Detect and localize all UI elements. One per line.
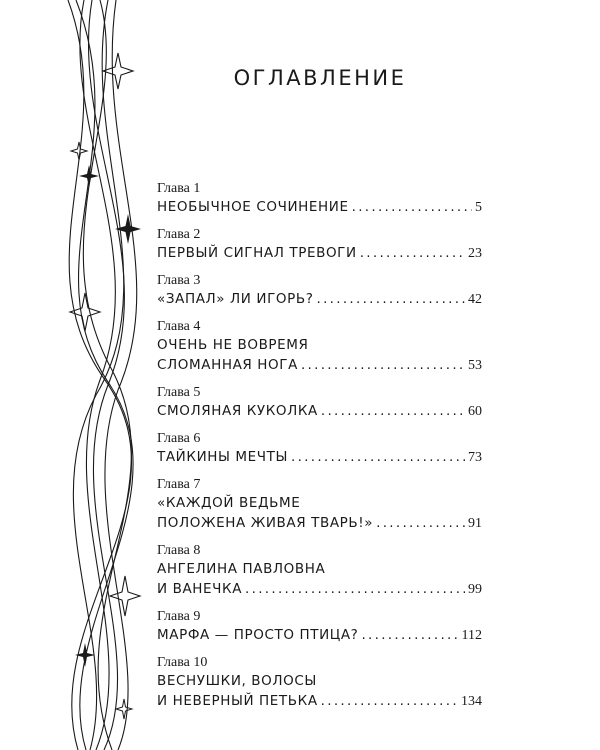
- chapter-title-line: [157, 691, 482, 712]
- chapter-label: Глава 1: [157, 181, 201, 196]
- chapter-title-text: МАРФА — ПРОСТО ПТИЦА?: [157, 627, 359, 643]
- chapter-title-text: И НЕВЕРНЫЙ ПЕТЬКА: [157, 693, 318, 709]
- toc-entry[interactable]: [157, 476, 482, 534]
- chapter-title-line: [157, 513, 482, 534]
- toc-entry[interactable]: [157, 180, 482, 218]
- page-number: 91: [468, 516, 482, 531]
- leader-dots: [376, 513, 465, 533]
- chapter-title-line: [157, 447, 482, 468]
- page-number: 5: [475, 200, 482, 215]
- chapter-label: Глава 2: [157, 227, 201, 242]
- chapter-title-text: ОЧЕНЬ НЕ ВОВРЕМЯ: [157, 337, 309, 353]
- leader-dots: [245, 579, 465, 599]
- chapter-title-text: СЛОМАННАЯ НОГА: [157, 357, 298, 373]
- chapter-label: Глава 6: [157, 431, 201, 446]
- toc-entry[interactable]: [157, 608, 482, 646]
- chapter-title-text: ПЕРВЫЙ СИГНАЛ ТРЕВОГИ: [157, 245, 357, 261]
- table-of-contents: [157, 180, 482, 720]
- chapter-label: Глава 7: [157, 477, 201, 492]
- toc-entry[interactable]: [157, 318, 482, 376]
- page-title: ОГЛАВЛЕНИЕ: [233, 66, 407, 90]
- leader-dots: [361, 625, 458, 645]
- chapter-title-line: [157, 625, 482, 646]
- leader-dots: [352, 197, 472, 217]
- leader-dots: [321, 401, 465, 421]
- chapter-label: Глава 5: [157, 385, 201, 400]
- chapter-label: Глава 4: [157, 319, 201, 334]
- page-number: 112: [461, 628, 482, 643]
- chapter-title-text: ТАЙКИНЫ МЕЧТЫ: [157, 449, 289, 465]
- chapter-title-line: [157, 579, 482, 600]
- leader-dots: [321, 691, 458, 711]
- page-number: 134: [461, 694, 482, 709]
- chapter-title-line: [157, 401, 482, 422]
- toc-entry[interactable]: [157, 430, 482, 468]
- leader-dots: [301, 355, 465, 375]
- chapter-title-line: [157, 243, 482, 264]
- wavy-lines: [68, 0, 137, 750]
- chapter-title-text: ПОЛОЖЕНА ЖИВАЯ ТВАРЬ!»: [157, 515, 374, 531]
- sparkle-star-icon: [103, 53, 133, 89]
- sparkle-star-icon: [79, 165, 99, 187]
- sparkle-star-icon: [116, 699, 132, 719]
- chapter-label: Глава 10: [157, 655, 208, 670]
- page-number: 99: [468, 582, 482, 597]
- page-number: 23: [468, 246, 482, 261]
- leader-dots: [317, 289, 465, 309]
- stars: [70, 53, 141, 719]
- page-number: 73: [468, 450, 482, 465]
- chapter-title-text: АНГЕЛИНА ПАВЛОВНА: [157, 561, 326, 577]
- chapter-title-line: [157, 197, 482, 218]
- chapter-label: Глава 3: [157, 273, 201, 288]
- leader-dots: [291, 447, 465, 467]
- chapter-title-line: [157, 289, 482, 310]
- sparkle-star-icon: [110, 576, 140, 616]
- sparkle-star-icon: [75, 643, 95, 667]
- page-number: 42: [468, 292, 482, 307]
- chapter-title-line: [157, 355, 482, 376]
- chapter-title-text: И ВАНЕЧКА: [157, 581, 243, 597]
- chapter-title-text: «КАЖДОЙ ВЕДЬМЕ: [157, 495, 301, 511]
- toc-entry[interactable]: [157, 384, 482, 422]
- page-number: 60: [468, 404, 482, 419]
- toc-entry[interactable]: [157, 226, 482, 264]
- page-number: 53: [468, 358, 482, 373]
- toc-entry[interactable]: [157, 542, 482, 600]
- chapter-label: Глава 9: [157, 609, 201, 624]
- toc-entry[interactable]: [157, 272, 482, 310]
- leader-dots: [360, 243, 465, 263]
- chapter-title-text: НЕОБЫЧНОЕ СОЧИНЕНИЕ: [157, 199, 349, 215]
- chapter-title-text: СМОЛЯНАЯ КУКОЛКА: [157, 403, 318, 419]
- chapter-title-text: ВЕСНУШКИ, ВОЛОСЫ: [157, 673, 317, 689]
- toc-entry[interactable]: [157, 654, 482, 712]
- chapter-title-text: «ЗАПАЛ» ЛИ ИГОРЬ?: [157, 291, 314, 307]
- chapter-label: Глава 8: [157, 543, 201, 558]
